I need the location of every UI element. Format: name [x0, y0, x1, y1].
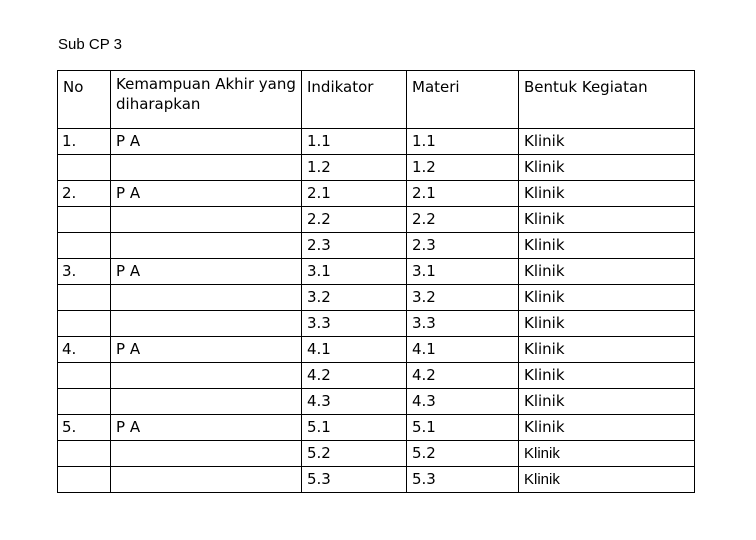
table-row — [58, 441, 695, 467]
table-row — [58, 363, 695, 389]
cell-kemampuan-akhir: P A — [111, 259, 302, 285]
table-row — [58, 181, 695, 207]
cell-kemampuan-akhir — [111, 441, 302, 467]
cell-no — [58, 233, 111, 259]
cell-bentuk-kegiatan: Klinik — [519, 207, 695, 233]
cell-indikator: 1.1 — [302, 129, 407, 155]
cell-kemampuan-akhir — [111, 207, 302, 233]
cell-bentuk-kegiatan: Klinik — [519, 311, 695, 337]
cell-bentuk-kegiatan: Klinik — [519, 181, 695, 207]
cell-indikator: 4.1 — [302, 337, 407, 363]
cell-materi: 4.3 — [407, 389, 519, 415]
table-row — [58, 233, 695, 259]
cell-indikator: 3.2 — [302, 285, 407, 311]
cell-bentuk-kegiatan: Klinik — [519, 415, 695, 441]
cell-materi: 1.2 — [407, 155, 519, 181]
cell-indikator: 1.2 — [302, 155, 407, 181]
cell-indikator: 2.1 — [302, 181, 407, 207]
cell-indikator: 5.2 — [302, 441, 407, 467]
cell-indikator: 5.1 — [302, 415, 407, 441]
table-header-row — [58, 71, 695, 129]
cell-no: 4. — [58, 337, 111, 363]
cell-materi: 2.1 — [407, 181, 519, 207]
cell-indikator: 2.2 — [302, 207, 407, 233]
header-bentuk-kegiatan: Bentuk Kegiatan — [519, 71, 695, 129]
table-row — [58, 389, 695, 415]
cell-materi: 3.2 — [407, 285, 519, 311]
table-row — [58, 337, 695, 363]
cell-kemampuan-akhir — [111, 311, 302, 337]
cell-bentuk-kegiatan: Klinik — [519, 389, 695, 415]
table-row — [58, 129, 695, 155]
cell-indikator: 4.2 — [302, 363, 407, 389]
table-row — [58, 285, 695, 311]
cell-materi: 4.2 — [407, 363, 519, 389]
cell-bentuk-kegiatan: Klinik — [519, 259, 695, 285]
cell-no: 3. — [58, 259, 111, 285]
cell-materi: 3.3 — [407, 311, 519, 337]
cell-bentuk-kegiatan: Klinik — [519, 285, 695, 311]
table-row — [58, 207, 695, 233]
cell-materi: 5.1 — [407, 415, 519, 441]
cell-materi: 5.2 — [407, 441, 519, 467]
header-no: No — [58, 71, 111, 129]
cell-no: 1. — [58, 129, 111, 155]
cell-no — [58, 207, 111, 233]
table-row — [58, 259, 695, 285]
table-row — [58, 155, 695, 181]
cell-kemampuan-akhir: P A — [111, 181, 302, 207]
cell-indikator: 5.3 — [302, 467, 407, 493]
cell-no — [58, 441, 111, 467]
cell-bentuk-kegiatan: Klinik — [519, 467, 695, 493]
cell-materi: 1.1 — [407, 129, 519, 155]
cell-materi: 2.3 — [407, 233, 519, 259]
cell-kemampuan-akhir — [111, 285, 302, 311]
cell-kemampuan-akhir — [111, 155, 302, 181]
cell-indikator: 3.3 — [302, 311, 407, 337]
cell-indikator: 2.3 — [302, 233, 407, 259]
cell-kemampuan-akhir: P A — [111, 337, 302, 363]
cell-kemampuan-akhir — [111, 467, 302, 493]
cell-materi: 3.1 — [407, 259, 519, 285]
cell-indikator: 4.3 — [302, 389, 407, 415]
sub-cp-table — [57, 70, 695, 493]
header-kemampuan-akhir: Kemampuan Akhir yang diharapkan — [111, 71, 302, 129]
cell-bentuk-kegiatan: Klinik — [519, 129, 695, 155]
table-row — [58, 311, 695, 337]
header-indikator: Indikator — [302, 71, 407, 129]
cell-kemampuan-akhir — [111, 233, 302, 259]
cell-no — [58, 285, 111, 311]
cell-materi: 4.1 — [407, 337, 519, 363]
cell-kemampuan-akhir: P A — [111, 415, 302, 441]
cell-bentuk-kegiatan: Klinik — [519, 441, 695, 467]
cell-kemampuan-akhir — [111, 389, 302, 415]
page-title: Sub CP 3 — [58, 36, 122, 53]
cell-kemampuan-akhir — [111, 363, 302, 389]
cell-bentuk-kegiatan: Klinik — [519, 363, 695, 389]
cell-no: 2. — [58, 181, 111, 207]
cell-bentuk-kegiatan: Klinik — [519, 155, 695, 181]
cell-no — [58, 311, 111, 337]
cell-no — [58, 155, 111, 181]
cell-no — [58, 389, 111, 415]
cell-no: 5. — [58, 415, 111, 441]
table-row — [58, 415, 695, 441]
table-row — [58, 467, 695, 493]
header-materi: Materi — [407, 71, 519, 129]
cell-materi: 5.3 — [407, 467, 519, 493]
cell-bentuk-kegiatan: Klinik — [519, 337, 695, 363]
cell-no — [58, 467, 111, 493]
cell-indikator: 3.1 — [302, 259, 407, 285]
cell-materi: 2.2 — [407, 207, 519, 233]
cell-bentuk-kegiatan: Klinik — [519, 233, 695, 259]
cell-kemampuan-akhir: P A — [111, 129, 302, 155]
cell-no — [58, 363, 111, 389]
